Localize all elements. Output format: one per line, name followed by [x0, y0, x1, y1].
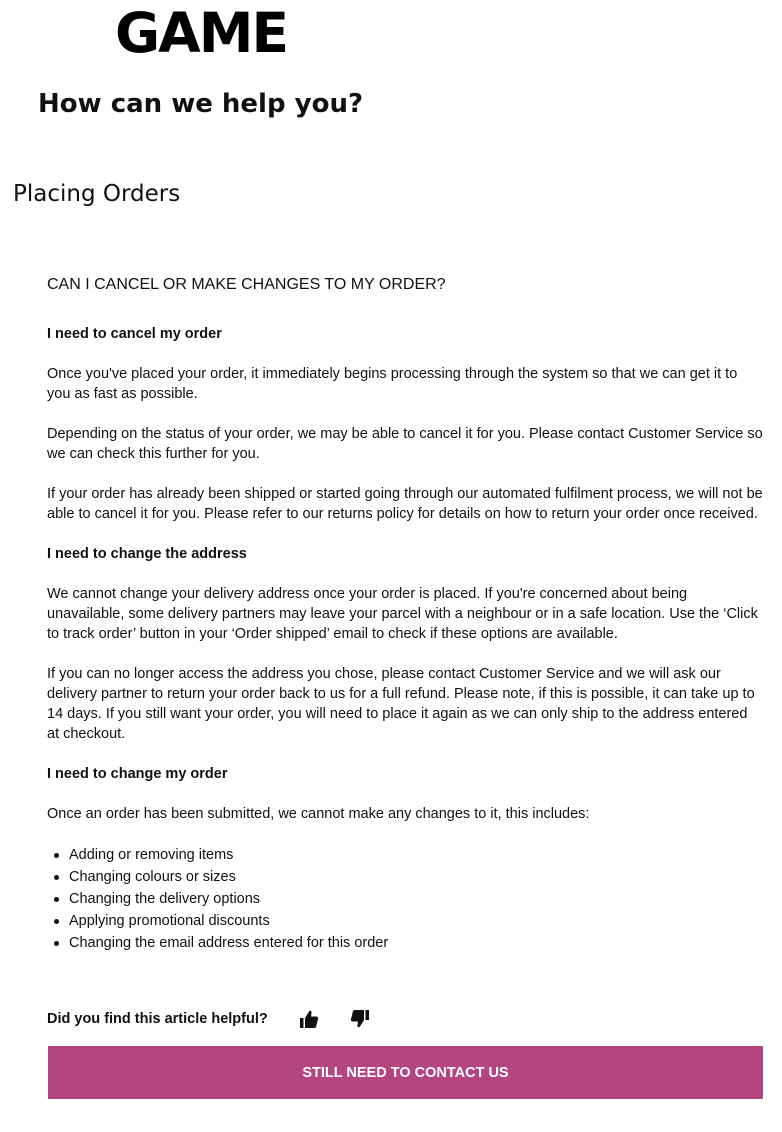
list-item: Adding or removing items: [69, 844, 763, 866]
still-need-to-contact-us-button[interactable]: STILL NEED TO CONTACT US: [48, 1046, 763, 1099]
cancel-order-paragraph-3: If your order has already been shipped or started going through our automated fulfilment process, we will not be able to cancel it for you. Please refer to our returns policy for details on how to return your order once received.: [47, 486, 763, 522]
list-item: Applying promotional discounts: [69, 910, 763, 932]
list-item: Changing colours or sizes: [69, 866, 763, 888]
cancel-order-heading: I need to cancel my order: [47, 326, 222, 342]
change-address-heading: I need to change the address: [47, 546, 247, 562]
page-title: How can we help you?: [38, 89, 364, 119]
cancel-order-paragraph-1: Once you've placed your order, it immediately begins processing through the system so that we can get it to you as fast as possible.: [47, 366, 738, 402]
article-feedback: [47, 1006, 370, 1032]
change-order-heading: I need to change my order: [47, 766, 228, 782]
thumbs-up-icon[interactable]: [299, 1009, 319, 1029]
thumbs-down-icon[interactable]: [350, 1009, 370, 1029]
list-item: Changing the email address entered for this order: [69, 932, 763, 954]
change-address-paragraph-2: If you can no longer access the address you chose, please contact Customer Service and we will ask our delivery partner to return your order back to us for a full refund. Please note, if this is possible, it can take up to 14 days. If you still want your order, you will need to place it again as we can only ship to the address entered at checkout.: [47, 666, 755, 742]
feedback-question: Did you find this article helpful?: [47, 1011, 268, 1027]
change-order-paragraph-1: Once an order has been submitted, we cannot make any changes to it, this includes:: [47, 806, 590, 822]
game-logo[interactable]: GAME: [115, 1, 288, 65]
list-item: Changing the delivery options: [69, 888, 763, 910]
change-address-paragraph-1: We cannot change your delivery address once your order is placed. If you're concerned about being unavailable, some delivery partners may leave your parcel with a neighbour or in a safe location. Use the ‘Click to track order’ button in your ‘Order shipped’ email to check if these options are available.: [47, 586, 758, 642]
section-title: Placing Orders: [13, 181, 181, 207]
article-question: CAN I CANCEL OR MAKE CHANGES TO MY ORDER?: [47, 276, 446, 293]
faq-article: [47, 274, 763, 954]
cancel-order-paragraph-2: Depending on the status of your order, we may be able to cancel it for you. Please contact Customer Service so we can check this further for you.: [47, 426, 763, 462]
order-changes-list: [47, 844, 763, 954]
